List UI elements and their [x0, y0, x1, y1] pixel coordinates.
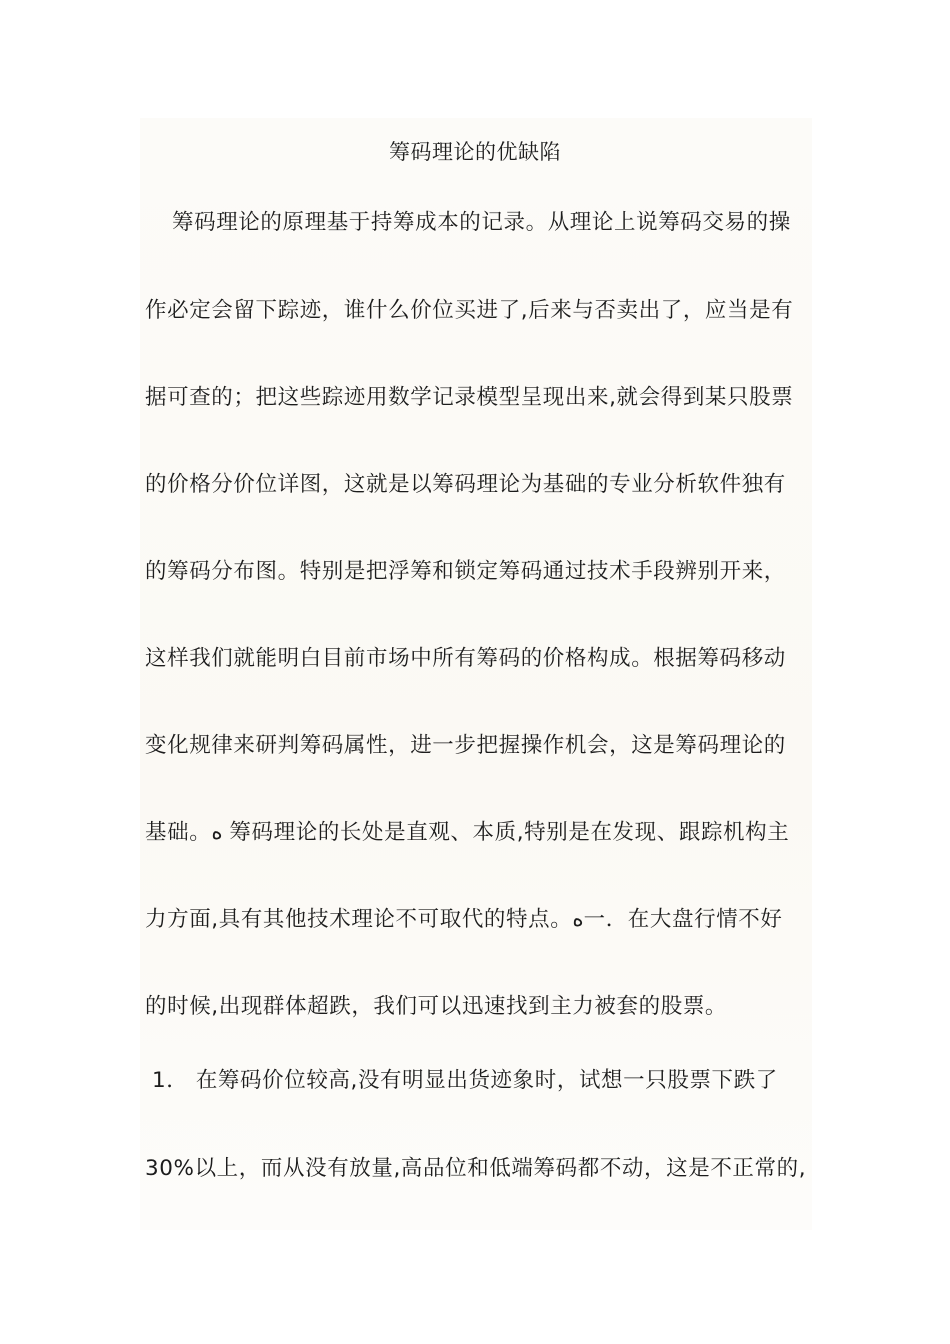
- paragraph-line-12: 30%以上，而从没有放量,高品位和低端筹码都不动，这是不正常的,: [145, 1156, 807, 1181]
- paragraph-line-6: 这样我们就能明白目前市场中所有筹码的价格构成。根据筹码移动: [145, 646, 786, 671]
- paragraph-line-9: 力方面,具有其他技术理论不可取代的特点。ﻩ一．在大盘行情不好: [145, 907, 783, 932]
- paragraph-line-1: 筹码理论的原理基于持筹成本的记录。从理论上说筹码交易的操: [172, 210, 791, 235]
- paragraph-line-5: 的筹码分布图。特别是把浮筹和锁定筹码通过技术手段辨别开来，: [145, 559, 786, 584]
- paragraph-line-7: 变化规律来研判筹码属性，进一步把握操作机会，这是筹码理论的: [145, 733, 786, 758]
- paragraph-line-8: 基础。ﻩ 筹码理论的长处是直观、本质,特别是在发现、跟踪机构主: [145, 820, 790, 845]
- document-title: 筹码理论的优缺陷: [389, 140, 561, 164]
- paragraph-line-2: 作必定会留下踪迹，谁什么价位买进了,后来与否卖出了，应当是有: [145, 298, 794, 323]
- paragraph-line-10: 的时候,出现群体超跌，我们可以迅速找到主力被套的股票。: [145, 994, 728, 1019]
- paragraph-line-4: 的价格分价位详图，这就是以筹码理论为基础的专业分析软件独有: [145, 472, 786, 497]
- paragraph-line-3: 据可查的；把这些踪迹用数学记录模型呈现出来,就会得到某只股票: [145, 385, 794, 410]
- numbered-item-1: 1． 在筹码价位较高,没有明显出货迹象时，试想一只股票下跌了: [152, 1068, 778, 1093]
- page-background-tint: [140, 118, 812, 1230]
